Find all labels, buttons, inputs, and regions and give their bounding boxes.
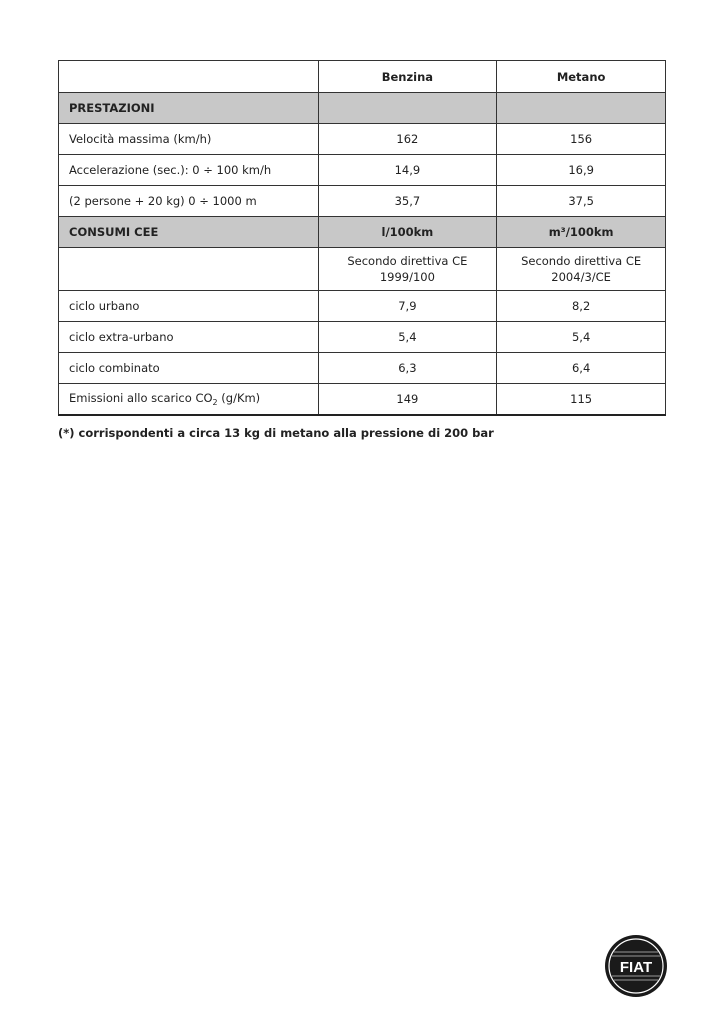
footnote: (*) corrispondenti a circa 13 kg di metano alla pressione di 200 bar <box>58 426 494 440</box>
emissions-label-subscript: 2 <box>212 398 218 407</box>
directive-row <box>59 248 666 291</box>
row-label: Accelerazione (sec.): 0 ÷ 100 km/h <box>59 155 319 186</box>
table-row <box>59 291 666 322</box>
table-row <box>59 124 666 155</box>
row-value-benzina: 7,9 <box>318 291 497 322</box>
emissions-label-suffix: (g/Km) <box>217 391 261 405</box>
section-consumi-row <box>59 217 666 248</box>
table-header-row <box>59 61 666 93</box>
header-empty-cell <box>59 61 319 93</box>
row-value-metano: 8,2 <box>497 291 666 322</box>
row-value-metano: 156 <box>497 124 666 155</box>
row-value-benzina: 14,9 <box>318 155 497 186</box>
emissions-label-prefix: Emissioni allo scarico CO <box>69 391 213 405</box>
row-value-metano: 16,9 <box>497 155 666 186</box>
directive-metano <box>497 248 666 291</box>
directive-metano-line1: Secondo direttiva CE <box>521 254 642 268</box>
row-label: ciclo combinato <box>59 353 319 384</box>
row-value-benzina: 6,3 <box>318 353 497 384</box>
directive-benzina-line1: Secondo direttiva CE <box>347 254 468 268</box>
emissions-value-benzina: 149 <box>318 384 497 416</box>
logo-text: FIAT <box>619 959 653 976</box>
specifications-table <box>58 60 666 416</box>
fiat-logo-icon <box>604 934 668 998</box>
row-label: Velocità massima (km/h) <box>59 124 319 155</box>
row-label: (2 persone + 20 kg) 0 ÷ 1000 m <box>59 186 319 217</box>
row-label: ciclo urbano <box>59 291 319 322</box>
row-label: ciclo extra-urbano <box>59 322 319 353</box>
directive-metano-line2: 2004/3/CE <box>551 270 611 284</box>
section-title-consumi: CONSUMI CEE <box>59 217 319 248</box>
directive-benzina-line2: 1999/100 <box>379 270 435 284</box>
section-empty-cell <box>497 93 666 124</box>
section-prestazioni-row <box>59 93 666 124</box>
table-row <box>59 186 666 217</box>
row-value-metano: 37,5 <box>497 186 666 217</box>
row-value-benzina: 35,7 <box>318 186 497 217</box>
section-title-prestazioni: PRESTAZIONI <box>59 93 319 124</box>
header-benzina: Benzina <box>318 61 497 93</box>
table-row <box>59 155 666 186</box>
header-metano: Metano <box>497 61 666 93</box>
emissions-value-metano: 115 <box>497 384 666 416</box>
unit-metano: m³/100km <box>497 217 666 248</box>
section-empty-cell <box>318 93 497 124</box>
row-value-metano: 6,4 <box>497 353 666 384</box>
row-value-metano: 5,4 <box>497 322 666 353</box>
row-value-benzina: 162 <box>318 124 497 155</box>
table-row <box>59 322 666 353</box>
emissions-label <box>59 384 319 416</box>
directive-empty-cell <box>59 248 319 291</box>
directive-benzina <box>318 248 497 291</box>
table-row <box>59 353 666 384</box>
unit-benzina: l/100km <box>318 217 497 248</box>
row-value-benzina: 5,4 <box>318 322 497 353</box>
emissions-row <box>59 384 666 416</box>
